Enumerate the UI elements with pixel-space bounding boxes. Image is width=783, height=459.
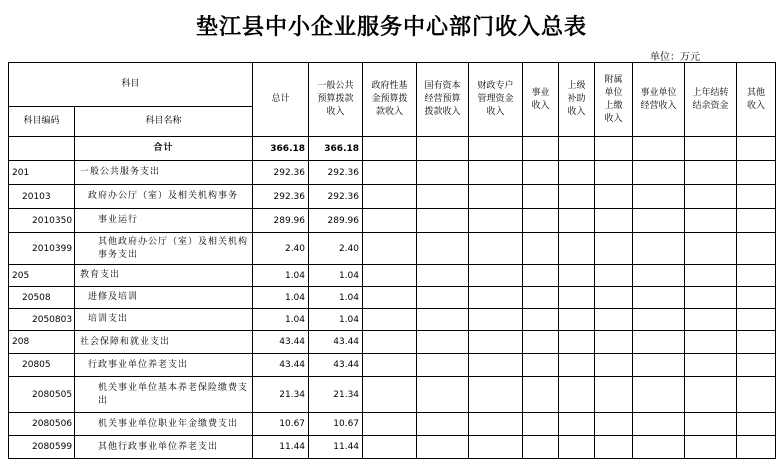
row-empty-cell: [417, 309, 469, 331]
table-row: [9, 161, 776, 185]
row-name: 行政事业单位养老支出: [75, 354, 253, 377]
table-row: [9, 209, 776, 233]
row-empty-cell: [523, 209, 559, 233]
row-empty-cell: [363, 331, 417, 354]
income-table: [8, 62, 776, 459]
row-name: 进修及培训: [75, 287, 253, 309]
row-empty-cell: [737, 331, 776, 354]
header-subject: 科目: [9, 63, 253, 107]
row-general-budget: 2.40: [309, 233, 363, 265]
row-empty-cell: [469, 377, 523, 413]
row-empty-cell: [363, 309, 417, 331]
row-name: 其他政府办公厅（室）及相关机构事务支出: [75, 233, 253, 265]
row-empty-cell: [417, 413, 469, 436]
header-col-unit-operations: [633, 63, 685, 137]
row-code: 2080506: [9, 413, 75, 436]
row-empty-cell: [633, 354, 685, 377]
row-empty-cell: [685, 436, 737, 459]
row-empty-cell: [417, 436, 469, 459]
row-empty-cell: [559, 209, 595, 233]
row-code: 201: [9, 161, 75, 185]
row-empty-cell: [523, 413, 559, 436]
row-empty-cell: [595, 233, 633, 265]
header-col-state-capital: [417, 63, 469, 137]
row-empty-cell: [737, 377, 776, 413]
row-total: 292.36: [253, 161, 309, 185]
row-empty-cell: [417, 287, 469, 309]
header-col-label: 财政专户管理资金收入: [477, 81, 514, 117]
row-empty-cell: [469, 161, 523, 185]
header-col-general-budget: [309, 63, 363, 137]
row-empty-cell: [523, 377, 559, 413]
row-empty-cell: [737, 413, 776, 436]
header-col-label: 事业单位经营收入: [640, 87, 677, 111]
row-empty-cell: [595, 287, 633, 309]
row-empty-cell: [633, 137, 685, 161]
row-code: 205: [9, 265, 75, 287]
row-name: 教育支出: [75, 265, 253, 287]
row-empty-cell: [363, 161, 417, 185]
row-empty-cell: [595, 413, 633, 436]
row-empty-cell: [737, 265, 776, 287]
table-row: [9, 233, 776, 265]
row-empty-cell: [595, 185, 633, 209]
row-empty-cell: [469, 287, 523, 309]
row-empty-cell: [633, 309, 685, 331]
row-empty-cell: [363, 265, 417, 287]
row-empty-cell: [523, 331, 559, 354]
row-empty-cell: [363, 233, 417, 265]
table-row: [9, 265, 776, 287]
row-general-budget: 43.44: [309, 331, 363, 354]
row-general-budget: 292.36: [309, 185, 363, 209]
row-name: 机关事业单位基本养老保险缴费支出: [75, 377, 253, 413]
header-col-superior-subsidy: [559, 63, 595, 137]
header-total: 总计: [253, 63, 309, 137]
row-empty-cell: [559, 137, 595, 161]
row-total: 1.04: [253, 287, 309, 309]
header-col-label: 其他收入: [747, 87, 766, 111]
row-empty-cell: [595, 161, 633, 185]
header-col-label: 附属单位上缴收入: [604, 74, 623, 124]
row-empty-cell: [523, 354, 559, 377]
row-empty-cell: [737, 354, 776, 377]
row-general-budget: 366.18: [309, 137, 363, 161]
row-empty-cell: [595, 209, 633, 233]
row-empty-cell: [633, 436, 685, 459]
row-empty-cell: [523, 161, 559, 185]
row-code: [9, 137, 75, 161]
row-code: 208: [9, 331, 75, 354]
row-empty-cell: [737, 137, 776, 161]
row-empty-cell: [417, 209, 469, 233]
header-subject-code: 科目编码: [9, 107, 75, 137]
row-empty-cell: [685, 161, 737, 185]
row-total: 2.40: [253, 233, 309, 265]
row-empty-cell: [469, 413, 523, 436]
row-total: 11.44: [253, 436, 309, 459]
row-code: 20103: [9, 185, 75, 209]
table-row: [9, 377, 776, 413]
row-general-budget: 1.04: [309, 309, 363, 331]
row-empty-cell: [685, 354, 737, 377]
header-col-label: 上级补助收入: [567, 81, 586, 117]
row-empty-cell: [559, 309, 595, 331]
row-empty-cell: [469, 354, 523, 377]
row-empty-cell: [469, 265, 523, 287]
row-empty-cell: [559, 233, 595, 265]
row-general-budget: 1.04: [309, 287, 363, 309]
row-name: 一般公共服务支出: [75, 161, 253, 185]
row-empty-cell: [469, 436, 523, 459]
row-empty-cell: [469, 185, 523, 209]
header-col-fund-budget: [363, 63, 417, 137]
row-empty-cell: [737, 233, 776, 265]
row-code: 20508: [9, 287, 75, 309]
row-empty-cell: [685, 377, 737, 413]
row-general-budget: 292.36: [309, 161, 363, 185]
row-general-budget: 1.04: [309, 265, 363, 287]
row-empty-cell: [469, 209, 523, 233]
row-empty-cell: [559, 161, 595, 185]
row-empty-cell: [559, 413, 595, 436]
row-empty-cell: [595, 137, 633, 161]
row-empty-cell: [595, 354, 633, 377]
row-empty-cell: [363, 436, 417, 459]
row-empty-cell: [469, 137, 523, 161]
row-empty-cell: [685, 287, 737, 309]
row-empty-cell: [523, 287, 559, 309]
header-col-label: 国有资本经营预算拨款收入: [424, 81, 461, 117]
row-name: 合计: [75, 137, 253, 161]
header-col-label: 事业收入: [531, 87, 550, 111]
row-empty-cell: [685, 185, 737, 209]
row-empty-cell: [633, 377, 685, 413]
row-empty-cell: [523, 137, 559, 161]
header-col-other-income: [737, 63, 776, 137]
row-total: 366.18: [253, 137, 309, 161]
table-row: [9, 309, 776, 331]
row-empty-cell: [737, 185, 776, 209]
row-empty-cell: [633, 413, 685, 436]
row-general-budget: 11.44: [309, 436, 363, 459]
header-col-label: 上年结转结余资金: [692, 87, 729, 111]
row-total: 43.44: [253, 331, 309, 354]
row-total: 1.04: [253, 309, 309, 331]
row-empty-cell: [633, 265, 685, 287]
row-empty-cell: [417, 331, 469, 354]
row-empty-cell: [685, 233, 737, 265]
row-empty-cell: [737, 287, 776, 309]
row-empty-cell: [595, 265, 633, 287]
row-empty-cell: [363, 377, 417, 413]
table-row: [9, 137, 776, 161]
header-col-carryover: [685, 63, 737, 137]
header-col-fiscal-account: [469, 63, 523, 137]
row-empty-cell: [559, 354, 595, 377]
header-row-1: [9, 63, 776, 107]
row-empty-cell: [737, 209, 776, 233]
row-empty-cell: [417, 137, 469, 161]
page-title: 垫江县中小企业服务中心部门收入总表: [195, 14, 587, 40]
row-general-budget: 289.96: [309, 209, 363, 233]
row-empty-cell: [417, 185, 469, 209]
row-empty-cell: [417, 377, 469, 413]
row-empty-cell: [523, 233, 559, 265]
row-empty-cell: [737, 161, 776, 185]
row-code: 2080599: [9, 436, 75, 459]
row-empty-cell: [737, 309, 776, 331]
row-empty-cell: [417, 354, 469, 377]
row-empty-cell: [469, 233, 523, 265]
row-general-budget: 10.67: [309, 413, 363, 436]
row-total: 21.34: [253, 377, 309, 413]
row-empty-cell: [417, 161, 469, 185]
row-empty-cell: [363, 287, 417, 309]
header-col-label: 政府性基金预算拨款收入: [371, 81, 408, 117]
table-row: [9, 331, 776, 354]
row-code: 2010399: [9, 233, 75, 265]
row-empty-cell: [633, 287, 685, 309]
row-empty-cell: [595, 309, 633, 331]
row-empty-cell: [595, 331, 633, 354]
row-empty-cell: [523, 185, 559, 209]
row-total: 292.36: [253, 185, 309, 209]
row-empty-cell: [633, 209, 685, 233]
row-name: 社会保障和就业支出: [75, 331, 253, 354]
table-row: [9, 185, 776, 209]
row-empty-cell: [595, 377, 633, 413]
row-empty-cell: [559, 436, 595, 459]
row-empty-cell: [469, 309, 523, 331]
row-total: 1.04: [253, 265, 309, 287]
row-total: 289.96: [253, 209, 309, 233]
table-row: [9, 354, 776, 377]
row-empty-cell: [363, 137, 417, 161]
row-empty-cell: [633, 331, 685, 354]
table-row: [9, 287, 776, 309]
row-empty-cell: [559, 377, 595, 413]
unit-label: 单位：万元: [650, 52, 700, 63]
row-empty-cell: [559, 287, 595, 309]
row-empty-cell: [737, 436, 776, 459]
row-empty-cell: [685, 137, 737, 161]
row-total: 10.67: [253, 413, 309, 436]
row-empty-cell: [523, 265, 559, 287]
row-empty-cell: [363, 354, 417, 377]
header-subject-name: 科目名称: [75, 107, 253, 137]
row-code: 2050803: [9, 309, 75, 331]
row-empty-cell: [363, 209, 417, 233]
row-empty-cell: [363, 413, 417, 436]
row-empty-cell: [523, 436, 559, 459]
row-empty-cell: [417, 265, 469, 287]
table-row: [9, 413, 776, 436]
row-empty-cell: [469, 331, 523, 354]
row-empty-cell: [633, 161, 685, 185]
row-empty-cell: [685, 413, 737, 436]
row-empty-cell: [363, 185, 417, 209]
row-empty-cell: [685, 265, 737, 287]
row-name: 政府办公厅（室）及相关机构事务: [75, 185, 253, 209]
row-empty-cell: [417, 233, 469, 265]
row-empty-cell: [685, 209, 737, 233]
row-empty-cell: [633, 233, 685, 265]
row-name: 其他行政事业单位养老支出: [75, 436, 253, 459]
row-name: 培训支出: [75, 309, 253, 331]
row-empty-cell: [685, 309, 737, 331]
row-name: 事业运行: [75, 209, 253, 233]
header-col-affiliated-units: [595, 63, 633, 137]
row-empty-cell: [559, 185, 595, 209]
row-general-budget: 43.44: [309, 354, 363, 377]
header-col-label: 一般公共预算拨款收入: [317, 81, 354, 117]
row-code: 2010350: [9, 209, 75, 233]
row-empty-cell: [595, 436, 633, 459]
header-col-business-income: [523, 63, 559, 137]
row-name: 机关事业单位职业年金缴费支出: [75, 413, 253, 436]
row-empty-cell: [523, 309, 559, 331]
row-total: 43.44: [253, 354, 309, 377]
row-code: 20805: [9, 354, 75, 377]
row-empty-cell: [559, 331, 595, 354]
row-code: 2080505: [9, 377, 75, 413]
row-empty-cell: [685, 331, 737, 354]
row-empty-cell: [559, 265, 595, 287]
row-general-budget: 21.34: [309, 377, 363, 413]
row-empty-cell: [633, 185, 685, 209]
table-row: [9, 436, 776, 459]
